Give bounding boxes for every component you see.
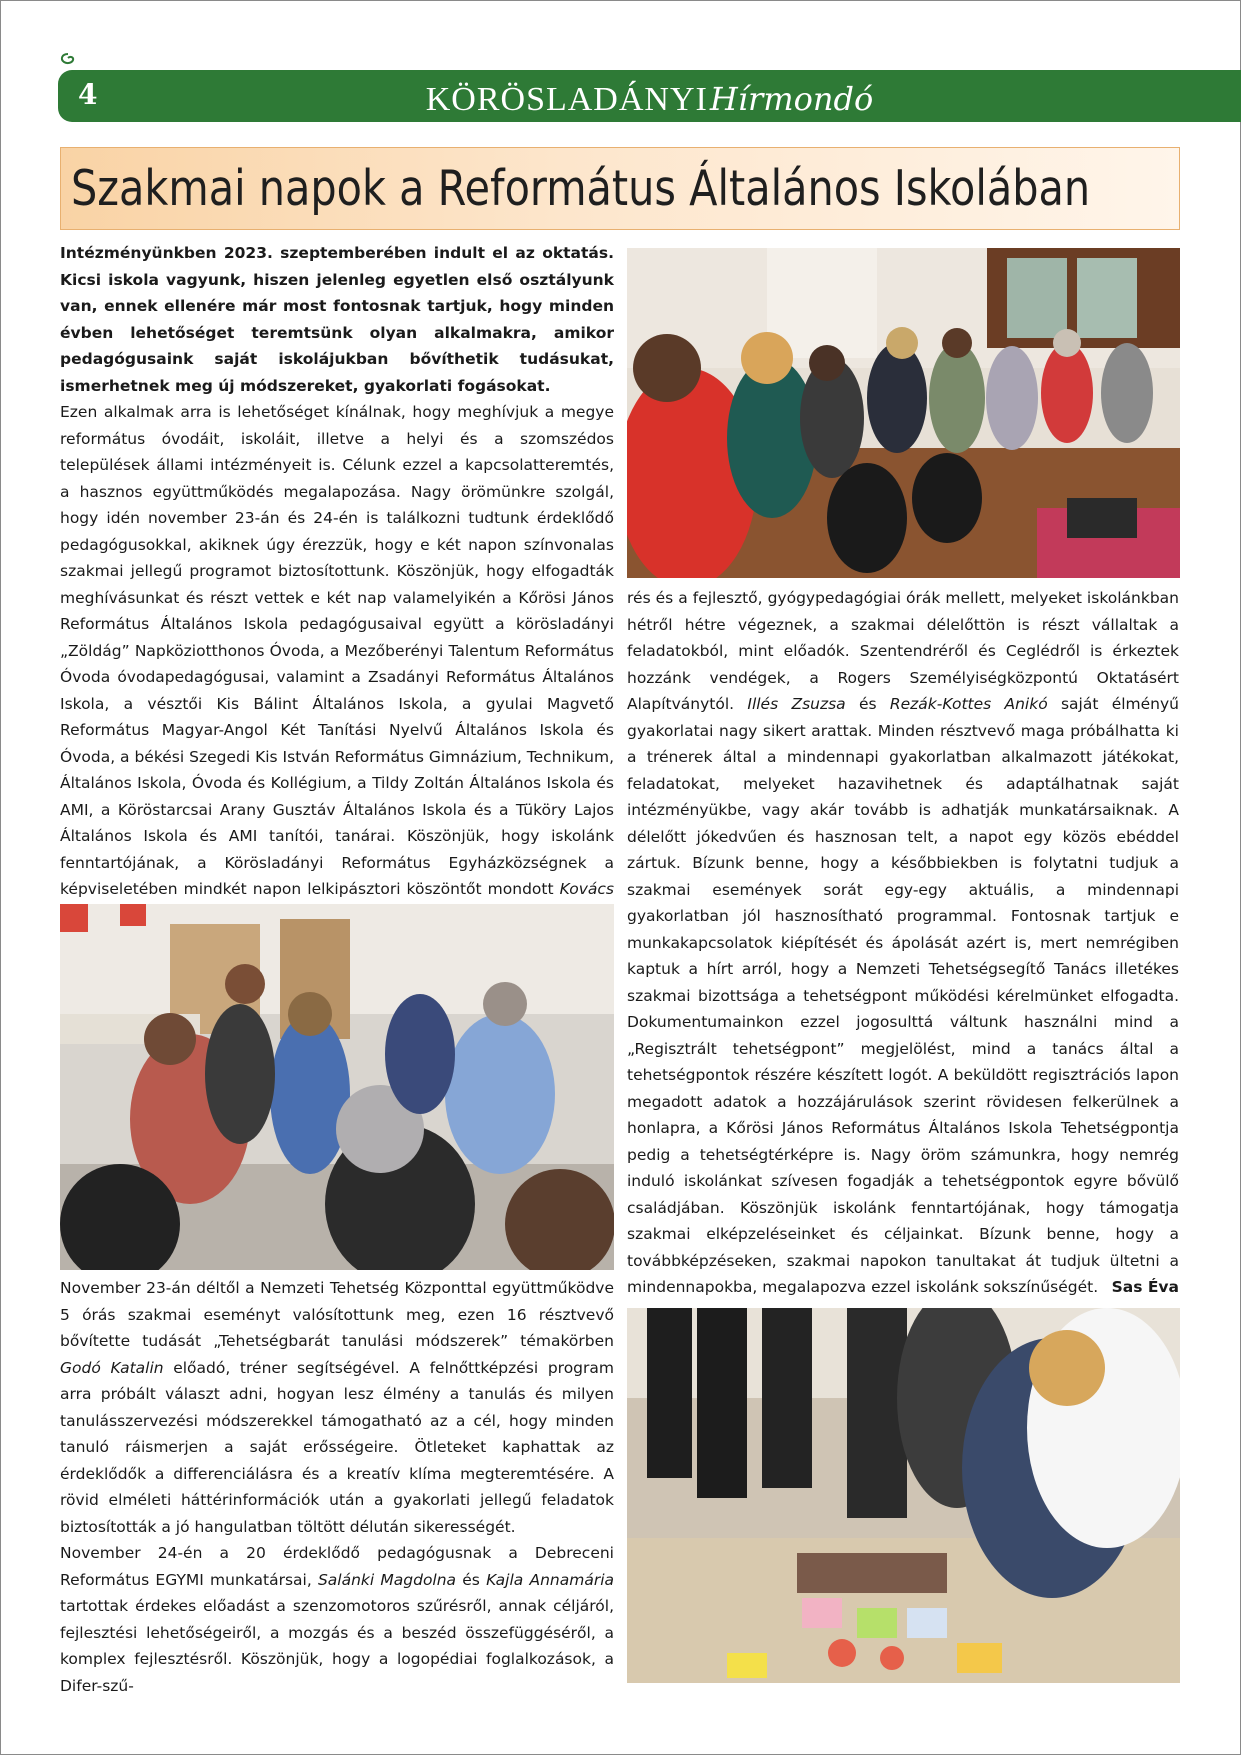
paragraph-nov23: [60, 1275, 614, 1540]
article-title: Szakmai napok a Református Általános Iskolában: [71, 160, 1091, 217]
left-column-top: [60, 240, 614, 929]
photo-circle-game: [60, 904, 614, 1270]
text-run: rés és a fejlesztő, gyógypedagógiai órák mellett, melyeket iskolánkban hétről hétre végeznek, a szakmai délelőttön is részt vállaltak a feladatokból, mint előadók. Szentendréről és Ceglédről is érkeztek hozzánk vendégek, a Rogers Személyiségközpontú Oktatásért Alapítványtól.: [627, 589, 1179, 713]
paragraph-nov24: [60, 1540, 614, 1699]
masthead-main: KÖRÖSLADÁNYI: [425, 81, 708, 118]
person-name: Kajla Annamária: [486, 1570, 614, 1589]
text-run: és: [456, 1570, 487, 1589]
text-run: előadó, tréner segítségével. A felnőttképzési program arra próbált választ adni, hogyan lesz élmény a tanulás és milyen tanulásszervezési módszerekkel támogatható az a cél, hogy minden tanuló ráismerjen a saját erősségeire. Ötleteket kaphattak az érdeklődők a differenciálásra és a kreatív klíma megteremtésére. A rövid elméleti háttérinformációk után a gyakorlati jellegű feladatok biztosították a jó hangulatban töltött délután sikerességét.: [60, 1358, 614, 1536]
newspaper-masthead: [58, 80, 1241, 119]
photo-seminar-room: [627, 248, 1180, 578]
article-lead: Intézményünkben 2023. szeptemberében indult el az oktatás. Kicsi iskola vagyunk, hiszen jelenleg egyetlen első osztályunk van, ennek ellenére már most fontosnak tartjuk, hogy minden évben lehetőséget teremtsünk olyan alkalmakra, amikor pedagógusaink saját iskolájukban bővíthetik tudásukat, ismerhetnek meg új módszereket, gyakorlati fogásokat.: [60, 244, 614, 395]
paragraph-invitation: [60, 399, 614, 929]
person-name: Godó Katalin: [60, 1358, 164, 1377]
right-column: [627, 585, 1179, 1301]
author-signature: Sas Éva: [1111, 1278, 1179, 1296]
paragraph-continuation: [627, 585, 1179, 1301]
person-name: Kovács: [559, 880, 614, 898]
text-run: tartottak érdekes előadást a szenzomotoros szűrésről, annak céljáról, fejlesztési lehetőségeiről, a mozgás és a beszéd összefüggéséről, a komplex fejlesztésről. Köszönjük, hogy a logopédiai foglalkozások, a Difer-szű-: [60, 1597, 614, 1695]
masthead-swirl-icon: [58, 52, 78, 66]
page-header: [58, 70, 1241, 122]
article-title-band: [60, 147, 1180, 230]
person-name: Salánki Magdolna: [317, 1570, 457, 1589]
text-run: November 23-án déltől a Nemzeti Tehetség Központtal együttműködve 5 órás szakmai eseményt valósítottunk meg, ezen 16 résztvevő bővítette tudását „Tehetségbarát tanulási módszerek” témakörben: [60, 1279, 614, 1350]
page-number: 4: [78, 78, 98, 111]
left-column-bottom: [60, 1275, 614, 1699]
text-run: November 24-én a 20 érdeklődő pedagógusnak a Debreceni Református EGYMI munkatársai,: [60, 1544, 614, 1589]
photo-floor-cards: [627, 1308, 1180, 1683]
text-run: saját élményű gyakorlatai nagy sikert arattak. Minden résztvevő maga próbálhatta ki a trénerek által a mindennapi gyakorlatban alkalmazott játékokat, feladatokat, melyeket hazavihetnek és adaptálhatnak saját intézményükbe, vagy akár tovább is adhatják munkatársaiknak. A délelőtt jókedvűen és hasznosan telt, a napot egy közös ebéddel zártuk. Bízunk benne, hogy a későbbiekben is folytatni tudjuk a szakmai események sorát egy-egy aktuális, a mindennapi gyakorlatban jól hasznosítható programmal. Fontosnak tartjuk e munkakapcsolatok kiépítését és ápolását azért is, mert nemrégiben kaptuk a hírt arról, hogy a Nemzeti Tehetségsegítő Tanács illetékes szakmai bizottsága a tehetségpont működési kérelmünket elfogadta. Dokumentumainkon ezzel jogosulttá váltunk használni mind a „Regisztrált tehetségpont” megjelölést, mind a tanács által a tehetségpontok részére készített logót. A beküldött regisztrációs lapon megadott adatok a hozzájárulások szerint rövidesen felkerülnek a honlapra, a Kőrösi János Református Általános Iskola Tehetségpontja pedig a tehetségtérképre is. Nagy öröm számunkra, hogy nemrég induló iskolánkat szívesen fogadják a tehetségpontok egyre bővülő családjában. Köszönjük iskolánk fenntartójának, hogy támogatja szakmai elképzeléseinket és céljainkat. Bízunk benne, hogy a továbbképzéseken, szakmai napokon tanultakat át tudjuk ültetni a mindennapokba, megalapozva ezzel iskolánk sokszínűségét.: [627, 695, 1180, 1296]
text-run: és: [845, 695, 890, 713]
masthead-script: Hírmondó: [709, 80, 874, 118]
person-name: Rezák-Kottes Anikó: [889, 695, 1048, 713]
person-name: Illés Zsuzsa: [747, 695, 846, 713]
text-run: Ezen alkalmak arra is lehetőséget kínálnak, hogy meghívjuk a megye református óvodáit, iskoláit, illetve a helyi és a szomszédos települések állami intézményeit is. Célunk ezzel a kapcsolatteremtés, a hasznos együttműködés megalapozása. Nagy örömünkre szolgál, hogy idén november 23-án és 24-én is találkozni tudtunk érdeklődő pedagógusokkal, akiknek úgy érezzük, hogy e két napon színvonalas szakmai jellegű programot biztosítottunk. Köszönjük, hogy elfogadták meghívásunkat és részt vettek e két nap valamelyikén a Kőrösi János Református Általános Iskola pedagógusaival együtt a körösladányi „Zöldág” Napköziotthonos Óvoda, a Mezőberényi Talentum Református Óvoda óvodapedagógusai, valamint a Zsadányi Református Általános Iskola, a vésztői Kis Bálint Általános Iskola, a gyulai Magvető Református Magyar-Angol Két Tanítási Nyelvű Általános Iskola és Óvoda, a békési Szegedi Kis István Református Gimnázium, Technikum, Általános Iskola, Óvoda és Kollégium, a Tildy Zoltán Általános Iskola és AMI, a Köröstarcsai Arany Gusztáv Általános Iskola és a Tüköry Lajos Általános Iskola és AMI tanítói, tanárai. Köszönjük, hogy iskolánk fenntartójának, a Körösladányi Református Egyházközségnek a képviseletében mindkét napon lelkipásztori köszöntőt mondott: [60, 403, 614, 898]
